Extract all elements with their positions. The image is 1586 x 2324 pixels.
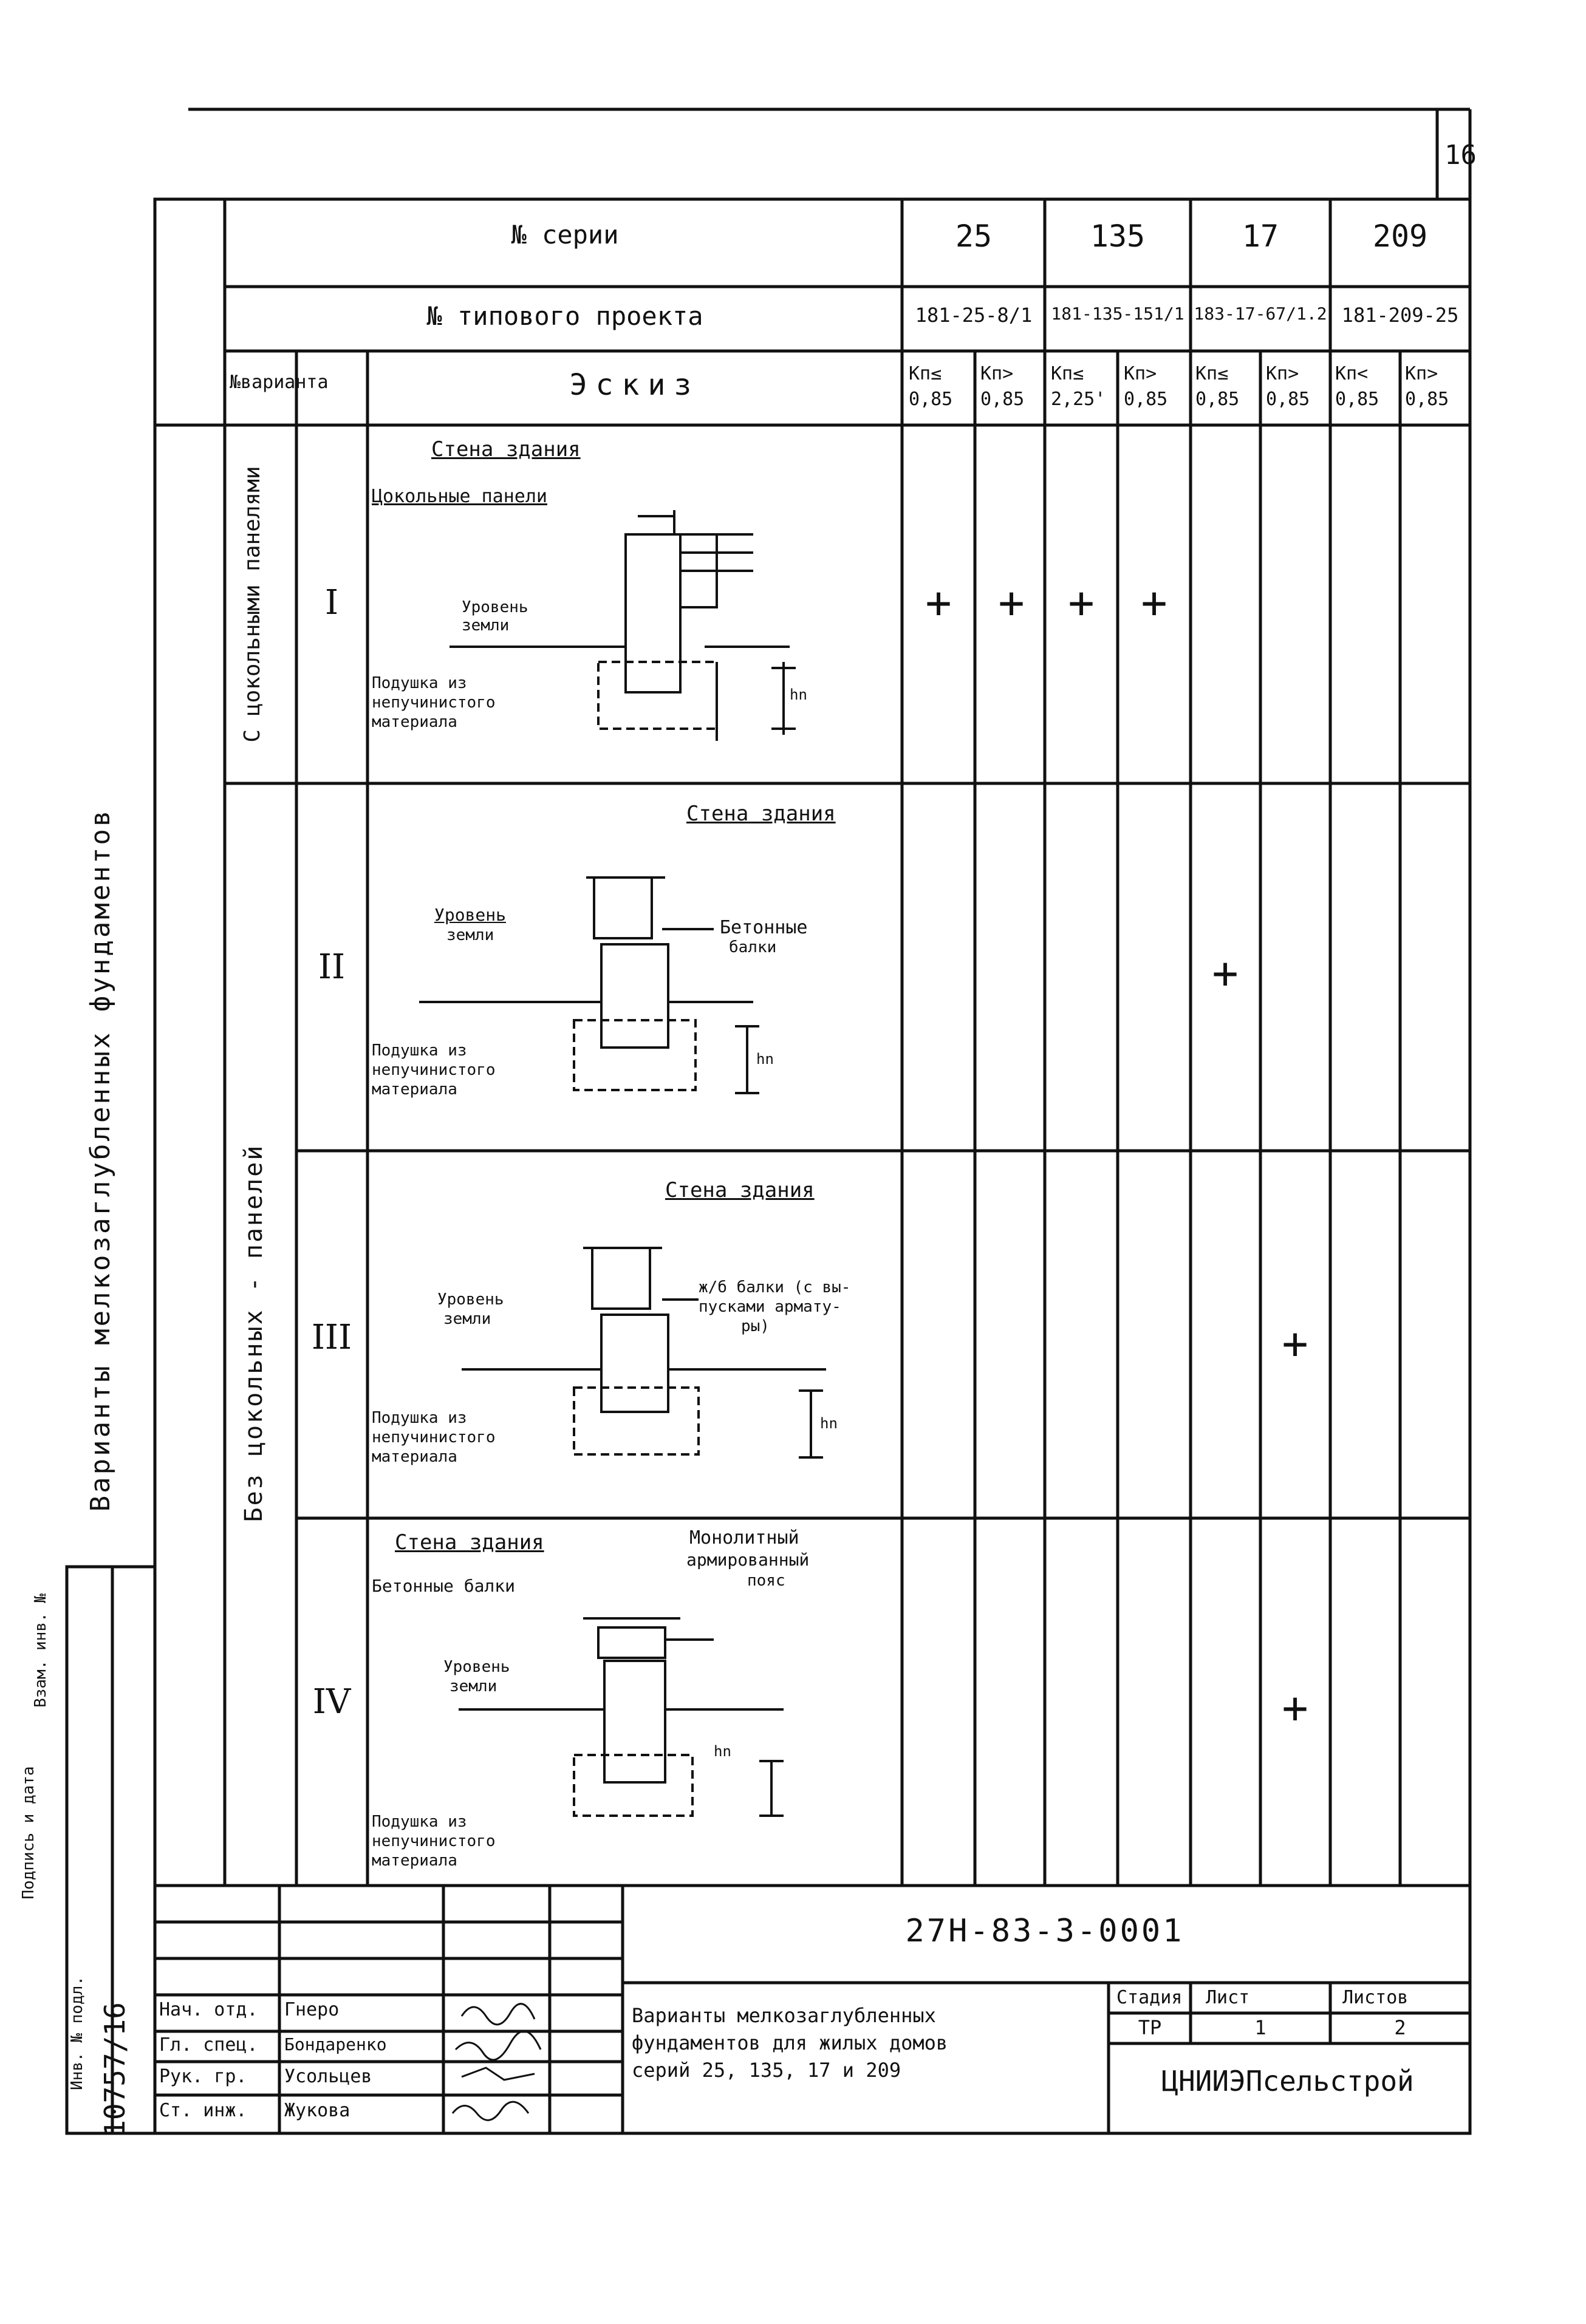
signer-name-4: Жукова <box>284 2100 350 2121</box>
sketch4-cushion-2: непучинистого <box>372 1832 496 1850</box>
sketch-header-label: Эскиз <box>569 368 700 402</box>
sketch4-wall-label: Стена здания <box>395 1530 544 1555</box>
sketch2-cushion-1: Подушка из <box>372 1041 467 1060</box>
series-135: 135 <box>1090 219 1146 254</box>
sketch3-dim: hn <box>820 1415 838 1432</box>
sketch1-cushion-3: материала <box>372 713 457 731</box>
sketch2-beams-2: балки <box>729 938 777 956</box>
row-numeral-3: III <box>311 1318 352 1357</box>
signer-name-1: Гнеро <box>284 1999 340 2020</box>
kn-header-3-a: Кп≤ <box>1051 363 1084 384</box>
margin-stamp-3: Взам. инв. № <box>32 1593 50 1708</box>
sheets-label: Листов <box>1342 1987 1409 2008</box>
with-panels-label: С цокольными панелями <box>240 466 265 743</box>
row-numeral-2: II <box>318 947 346 987</box>
sketch1-wall-label: Стена здания <box>431 437 581 462</box>
doc-title-2: фундаментов для жилых домов <box>632 2031 948 2054</box>
project-25: 181-25-8/1 <box>915 304 1033 327</box>
sketch2-wall-label: Стена здания <box>686 802 836 826</box>
kn-header-7-a: Кп< <box>1335 363 1369 384</box>
signer-name-2: Бондаренко <box>284 2034 387 2054</box>
row-numeral-4: IV <box>312 1682 351 1722</box>
sketch4-level-2: земли <box>449 1677 497 1695</box>
kn-header-8-a: Кп> <box>1405 363 1438 384</box>
sketch2-cushion-3: материала <box>372 1080 457 1099</box>
sketch3-beams-2: пусками армату- <box>699 1298 841 1316</box>
kn-header-4-a: Кп> <box>1124 363 1157 384</box>
signer-role-3: Рук. гр. <box>159 2066 247 2087</box>
sketch2-beams-1: Бетонные <box>720 917 808 938</box>
series-header-label: № серии <box>511 220 619 250</box>
row3-mark-6: + <box>1282 1318 1308 1369</box>
signature-3 <box>462 2068 535 2080</box>
sketch2-cushion-2: непучинистого <box>372 1061 496 1079</box>
signer-role-4: Ст. инж. <box>159 2100 247 2121</box>
margin-stamp-2: Подпись и дата <box>19 1766 38 1900</box>
sketch1-level-2: земли <box>462 616 510 635</box>
sketch4-belt-1: Монолитный <box>689 1527 799 1549</box>
kn-header-6-a: Кп> <box>1266 363 1299 384</box>
sketch3-cushion-2: непучинистого <box>372 1428 496 1447</box>
organization: ЦНИИЭПсельстрой <box>1161 2065 1414 2097</box>
doc-code: 27Н-83-3-0001 <box>905 1913 1184 1949</box>
sketch1-panels-label: Цокольные панели <box>372 486 547 507</box>
signer-name-3: Усольцев <box>284 2066 372 2087</box>
sketch4-dim: hn <box>714 1743 731 1760</box>
row4-mark-6: + <box>1282 1682 1308 1733</box>
stage-label: Стадия <box>1116 1987 1183 2008</box>
signer-role-1: Нач. отд. <box>159 1999 258 2020</box>
sketch1-cushion-1: Подушка из <box>372 674 467 692</box>
sketch4-cushion-1: Подушка из <box>372 1813 467 1831</box>
series-25: 25 <box>955 219 993 254</box>
kn-header-2-b: 0,85 <box>980 389 1025 410</box>
sketch4-belt-3: пояс <box>747 1572 785 1590</box>
row1-mark-2: + <box>998 577 1025 628</box>
series-209: 209 <box>1372 219 1428 254</box>
kn-header-4-b: 0,85 <box>1124 389 1168 410</box>
sheet-label: Лист <box>1206 1987 1250 2008</box>
sketch3-level-2: земли <box>443 1310 491 1328</box>
kn-header-5-b: 0,85 <box>1195 389 1240 410</box>
doc-title-1: Варианты мелкозаглубленных <box>632 2004 936 2027</box>
sketch3-beams-1: ж/б балки (с вы- <box>699 1278 851 1297</box>
sketch3-cushion-3: материала <box>372 1448 457 1466</box>
signature-2 <box>456 2031 541 2060</box>
variant-header-label: №варианта <box>230 372 329 393</box>
row1-mark-4: + <box>1141 577 1167 628</box>
sketch1-cushion-2: непучинистого <box>372 693 496 712</box>
main-side-label: Варианты мелкозаглубленных фундаментов <box>85 808 116 1512</box>
sketch1-level-1: Уровень <box>462 598 528 616</box>
signature-1 <box>462 2004 535 2025</box>
series-17: 17 <box>1242 219 1279 254</box>
sheet-value: 1 <box>1254 2016 1266 2039</box>
sheets-value: 2 <box>1394 2016 1406 2039</box>
margin-stamp-1: Инв. № подл. <box>68 1976 86 2090</box>
project-135: 181-135-151/1 <box>1051 304 1184 324</box>
stage-value: ТР <box>1138 2016 1162 2039</box>
sketch3-level-1: Уровень <box>437 1290 504 1309</box>
page-number: 16 <box>1444 140 1477 171</box>
sketch4-belt-2: армированный <box>686 1550 810 1570</box>
sketch3-wall-label: Стена здания <box>665 1178 815 1202</box>
kn-header-8-b: 0,85 <box>1405 389 1449 410</box>
kn-header-2-a: Кп> <box>980 363 1014 384</box>
without-panels-label: Без цокольных - панелей <box>240 1143 268 1522</box>
signer-role-2: Гл. спец. <box>159 2034 258 2056</box>
project-17: 183-17-67/1.2 <box>1194 304 1327 324</box>
row1-mark-1: + <box>925 577 952 628</box>
sketch4-cushion-3: материала <box>372 1852 457 1870</box>
sketch4-level-1: Уровень <box>443 1658 510 1676</box>
sketch2-level-2: земли <box>446 926 494 944</box>
sketch2-dim: hn <box>756 1051 774 1068</box>
sketch3-beams-3: ры) <box>741 1317 770 1335</box>
kn-header-6-b: 0,85 <box>1266 389 1310 410</box>
project-209: 181-209-25 <box>1341 304 1459 327</box>
doc-title-3: серий 25, 135, 17 и 209 <box>632 2059 901 2082</box>
sketch3-cushion-1: Подушка из <box>372 1409 467 1427</box>
row1-mark-3: + <box>1068 577 1095 628</box>
margin-number: 10757/16 <box>98 2002 131 2137</box>
sketch1-dim: hn <box>790 686 807 703</box>
row-numeral-1: I <box>324 583 339 622</box>
kn-header-7-b: 0,85 <box>1335 389 1379 410</box>
kn-header-5-a: Кп≤ <box>1195 363 1229 384</box>
kn-header-3-b: 2,25' <box>1051 389 1106 410</box>
sketch2-level-1: Уровень <box>434 905 507 925</box>
kn-header-1-b: 0,85 <box>909 389 953 410</box>
signature-4 <box>453 2102 528 2120</box>
kn-header-1-a: Кп≤ <box>909 363 942 384</box>
sketch4-beams-label: Бетонные балки <box>372 1576 516 1596</box>
row2-mark-5: + <box>1212 947 1239 998</box>
project-header-label: № типового проекта <box>426 301 703 331</box>
